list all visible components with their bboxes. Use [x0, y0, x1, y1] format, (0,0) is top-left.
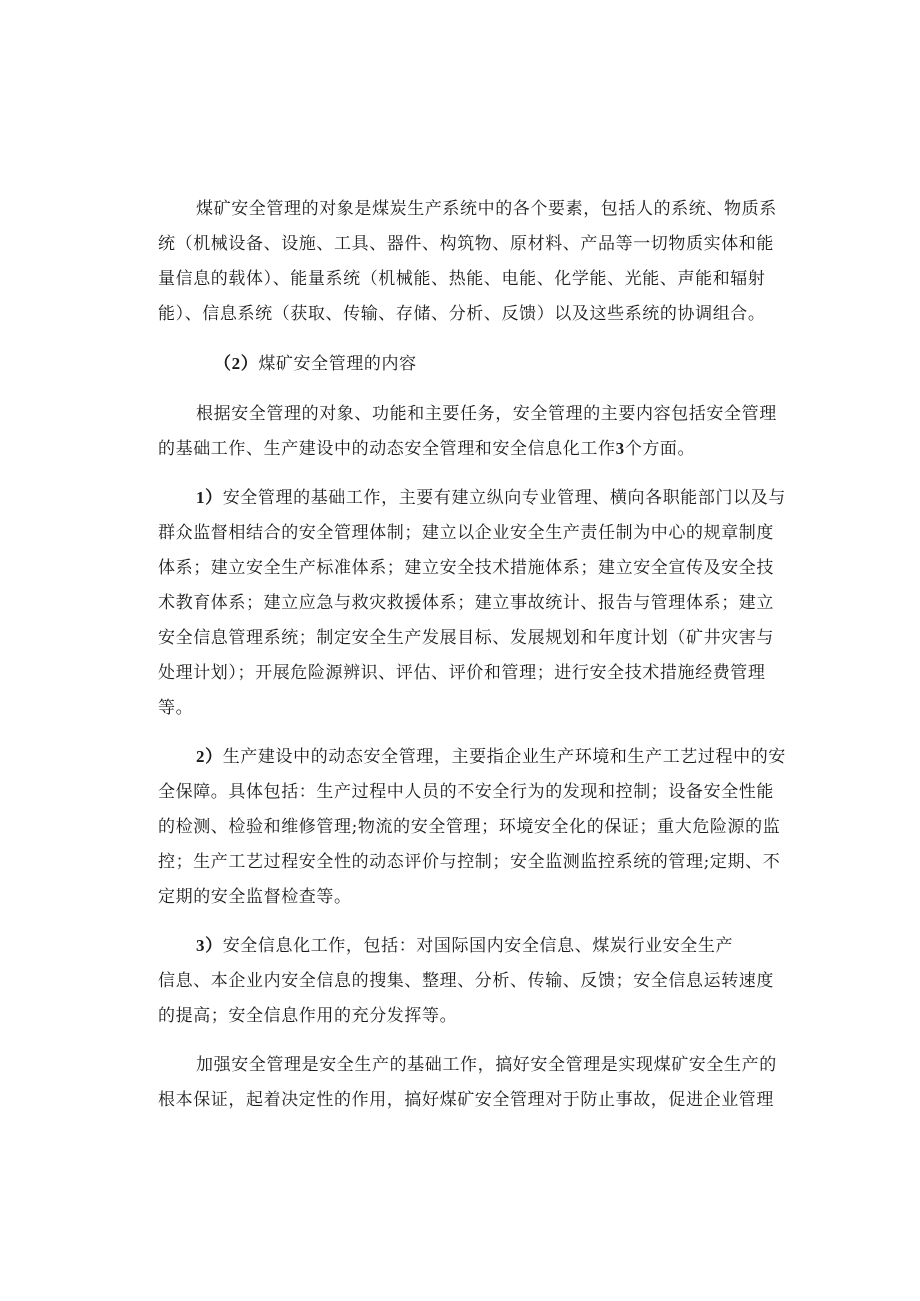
text-line: 群众监督相结合的安全管理体制；建立以企业安全生产责任制为中心的规章制度	[158, 523, 774, 543]
item-number: 3）	[196, 936, 223, 955]
text-line: 控；生产工艺过程安全性的动态评价与控制；安全监测监控系统的管理;定期、不	[158, 852, 781, 872]
text-line: 信息、本企业内安全信息的搜集、整理、分析、传输、反馈；安全信息运转速度	[158, 971, 774, 991]
item-number: 1）	[196, 488, 223, 507]
text-segment: 的基础工作、生产建设中的动态安全管理和安全信息化工作	[158, 439, 616, 459]
text-segment: 生产建设中的动态安全管理，主要指企业生产环境和生产工艺过程中的安	[222, 747, 786, 767]
text-line: 的提高；安全信息作用的充分发挥等。	[158, 1006, 458, 1026]
text-line: 加强安全管理是安全生产的基础工作，搞好安全管理是实现煤矿安全生产的	[196, 1055, 777, 1075]
item-number: 2）	[196, 747, 223, 766]
text-line: 全保障。具体包括：生产过程中人员的不安全行为的发现和控制；设备安全性能	[158, 782, 774, 802]
text-line: 处理计划）；开展危险源辨识、评估、评价和管理；进行安全技术措施经费管理	[158, 663, 766, 683]
text-line: 体系；建立安全生产标准体系；建立安全技术措施体系；建立安全宣传及安全技	[158, 558, 774, 578]
text-line: 等。	[158, 698, 194, 718]
count-number: 3	[615, 439, 625, 458]
text-line: 定期的安全监督检查等。	[158, 887, 352, 907]
text-line: 煤矿安全管理的对象是煤炭生产系统中的各个要素，包括人的系统、物质系	[196, 199, 777, 219]
text-line: 的检测、检验和维修管理;物流的安全管理；环境安全化的保证；重大危险源的监	[158, 817, 781, 837]
text-line	[158, 438, 695, 460]
section-title: 煤矿安全管理的内容	[258, 354, 417, 374]
text-segment: 安全管理的基础工作，主要有建立纵向专业管理、横向各职能部门以及与	[222, 488, 786, 508]
item-first-line	[196, 487, 786, 509]
text-line: 根据安全管理的对象、功能和主要任务，安全管理的主要内容包括安全管理	[196, 404, 777, 424]
text-line: 量信息的载体）、能量系统（机械能、热能、电能、化学能、光能、声能和辐射	[158, 269, 766, 289]
item-first-line	[196, 746, 786, 768]
section-number: （2）	[214, 354, 259, 373]
text-line: 根本保证，起着决定性的作用，搞好煤矿安全管理对于防止事故，促进企业管理	[158, 1090, 774, 1110]
text-segment: 安全信息化工作，包括：对国际国内安全信息、煤炭行业安全生产	[222, 936, 734, 956]
item-first-line	[196, 935, 733, 957]
text-line: 能）、信息系统（获取、传输、存储、分析、反馈）以及这些系统的协调组合。	[158, 304, 766, 324]
text-segment: 个方面。	[624, 439, 696, 459]
section-heading	[214, 353, 417, 375]
text-line: 统（机械设备、设施、工具、器件、构筑物、原材料、产品等一切物质实体和能	[158, 234, 774, 254]
text-line: 术教育体系；建立应急与救灾救援体系；建立事故统计、报告与管理体系；建立	[158, 593, 774, 613]
text-line: 安全信息管理系统；制定安全生产发展目标、发展规划和年度计划（矿井灾害与	[158, 628, 774, 648]
